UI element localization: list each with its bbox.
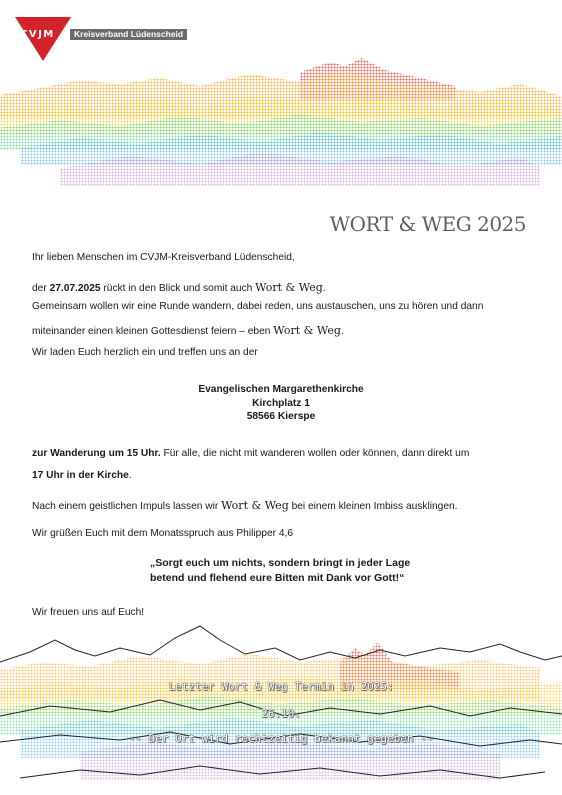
- text-part: rückt in den Blick und somit auch: [100, 283, 256, 294]
- footer-next-event-date: 26.10.: [261, 707, 301, 720]
- text-part: .: [340, 326, 344, 337]
- footer-next-event-heading: Letzter Wort & Weg Termin in 2025:: [168, 680, 394, 693]
- brand-name: Wort & Weg: [255, 281, 323, 294]
- quote-line-2: betend und flehend eure Bitten mit Dank vor Gott!“: [150, 571, 405, 584]
- text-part: .: [128, 470, 132, 481]
- footer-location-note: -- Der Ort wird rechtzeitig bekannt gegeben --: [128, 732, 434, 745]
- intro-line-2: Gemeinsam wollen wir eine Runde wandern, dabei reden, uns austauschen, uns zu hören und dann: [32, 301, 484, 312]
- text-part: bei einem kleinen Imbiss ausklingen.: [288, 501, 458, 512]
- brand-name: Wort & Weg: [221, 499, 289, 512]
- scripture-intro: Wir grüßen Euch mit dem Monatsspruch aus Philipper 4,6: [32, 528, 294, 539]
- text-part: .: [322, 283, 326, 294]
- church-name: Evangelischen Margarethenkirche: [198, 384, 364, 395]
- event-date: 27.07.2025: [49, 283, 101, 294]
- city: 58566 Kierspe: [246, 411, 316, 422]
- page-title: WORT & WEG 2025: [329, 212, 526, 236]
- logo-text: CVJM: [20, 29, 55, 40]
- text-part: der: [32, 283, 50, 294]
- brand-name: Wort & Weg: [273, 324, 341, 337]
- church-time: 17 Uhr in der Kirche: [32, 470, 129, 481]
- text-part: miteinander einen kleinen Gottesdienst feiern – eben: [32, 326, 274, 337]
- closing-line: Wir freuen uns auf Euch!: [32, 607, 145, 618]
- greeting: Ihr lieben Menschen im CVJM-Kreisverband Lüdenscheid,: [32, 252, 295, 263]
- org-name-badge: Kreisverband Lüdenscheid: [70, 29, 187, 40]
- street: Kirchplatz 1: [252, 397, 310, 409]
- invitation-line: Wir laden Euch herzlich ein und treffen uns an der: [32, 347, 258, 358]
- quote-line-1: „Sorgt euch um nichts, sondern bringt in jeder Lage: [150, 557, 411, 569]
- text-part: Nach einem geistlichen Impuls lassen wir: [32, 501, 222, 512]
- text-part: Für alle, die nicht mit wanderen wollen oder können, dann direkt um: [160, 448, 470, 459]
- hike-time: zur Wanderung um 15 Uhr.: [32, 448, 161, 459]
